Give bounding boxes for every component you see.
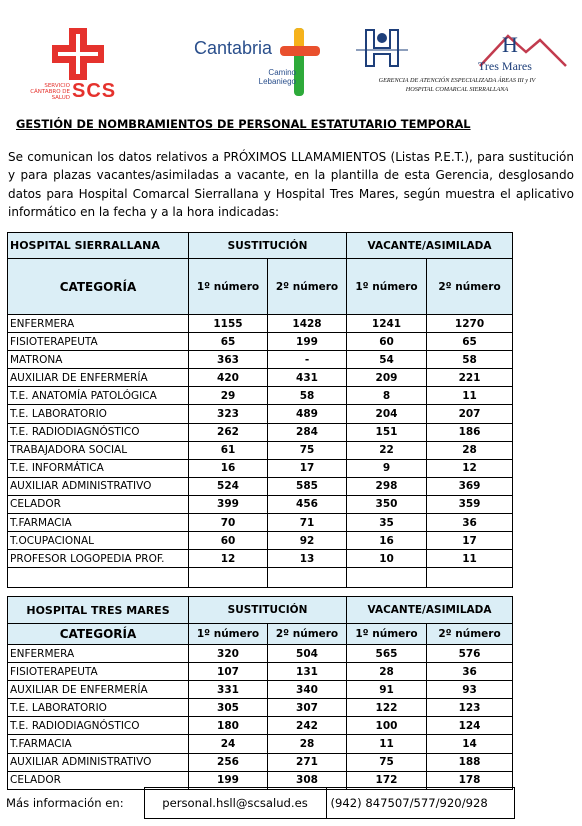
sustitucion-2-cell: 28 — [268, 735, 347, 753]
sustitucion-1-cell: 363 — [189, 351, 268, 369]
tres-mares-logo-text: Tres Mares — [478, 59, 532, 73]
sustitucion-2-cell: 308 — [268, 771, 347, 789]
table-row — [8, 663, 513, 681]
sierrallana-table — [7, 232, 513, 588]
gerencia-logo — [342, 26, 572, 104]
vacante-2-cell: 369 — [427, 477, 513, 495]
sustitucion-2-cell: 75 — [268, 441, 347, 459]
category-cell: T.E. LABORATORIO — [8, 699, 189, 717]
vacante-2-cell: 93 — [427, 681, 513, 699]
vacante-2-cell: 14 — [427, 735, 513, 753]
category-cell: PROFESOR LOGOPEDIA PROF. — [8, 550, 189, 568]
intro-paragraph: Se comunican los datos relativos a PRÓXIMOS LLAMAMIENTOS (Listas P.E.T.), para sustitución y para plazas vacantes/asimiladas a vacante, en la plantilla de esta Gerencia, desglosando datos para Hospital Comarcal Sierrallana y Hospital Tres Mares, según muestra el aplicativo informático en la fecha y a la hora indicadas: — [8, 150, 574, 220]
contact-info — [2, 787, 515, 819]
vacante-1-cell: 1241 — [347, 315, 427, 333]
sustitucion-2-cell: 13 — [268, 550, 347, 568]
category-cell: CELADOR — [8, 495, 189, 513]
vacante-1-cell: 28 — [347, 663, 427, 681]
table-row — [8, 699, 513, 717]
category-cell: ENFERMERA — [8, 645, 189, 663]
col-v2-header: 2º número — [427, 259, 513, 315]
contact-phone: (942) 847507/577/920/928 — [326, 788, 514, 819]
vacante-1-cell: 75 — [347, 753, 427, 771]
vacante-2-cell: 207 — [427, 405, 513, 423]
vacante-2-cell: 186 — [427, 423, 513, 441]
categoria-header: CATEGORÍA — [8, 259, 189, 315]
vacante-header: VACANTE/ASIMILADA — [347, 233, 513, 259]
tresmares-title-row — [8, 597, 513, 624]
vacante-1-cell: 60 — [347, 333, 427, 351]
sustitucion-1-cell: 524 — [189, 477, 268, 495]
vacante-2-cell: 359 — [427, 495, 513, 513]
vacante-2-cell: 36 — [427, 514, 513, 532]
category-cell: T.E. ANATOMÍA PATOLÓGICA — [8, 387, 189, 405]
vacante-2-cell: 1270 — [427, 315, 513, 333]
category-cell: T.FARMACIA — [8, 735, 189, 753]
sustitucion-1-cell: 70 — [189, 514, 268, 532]
contact-email[interactable]: personal.hsll@scsalud.es — [144, 788, 326, 819]
sustitucion-1-cell: 399 — [189, 495, 268, 513]
vacante-2-cell: 36 — [427, 663, 513, 681]
vacante-1-cell: 204 — [347, 405, 427, 423]
sustitucion-1-cell: 420 — [189, 369, 268, 387]
vacante-2-cell: 17 — [427, 532, 513, 550]
sustitucion-1-cell: 60 — [189, 532, 268, 550]
sustitucion-2-cell: 307 — [268, 699, 347, 717]
sustitucion-2-cell: 131 — [268, 663, 347, 681]
category-cell: AUXILIAR ADMINISTRATIVO — [8, 477, 189, 495]
table-row — [8, 550, 513, 568]
table-row — [8, 753, 513, 771]
vacante-1-cell: 35 — [347, 514, 427, 532]
table-row — [8, 369, 513, 387]
sustitucion-2-cell: - — [268, 351, 347, 369]
sustitucion-2-cell: 17 — [268, 459, 347, 477]
sustitucion-1-cell: 61 — [189, 441, 268, 459]
category-cell: T.E. RADIODIAGNÓSTICO — [8, 717, 189, 735]
cantabria-logo-text: Cantabria — [194, 38, 273, 58]
category-cell: ENFERMERA — [8, 315, 189, 333]
vacante-1-cell: 350 — [347, 495, 427, 513]
vacante-2-cell: 58 — [427, 351, 513, 369]
sustitucion-2-cell: 1428 — [268, 315, 347, 333]
sustitucion-1-cell: 323 — [189, 405, 268, 423]
scs-cross-icon — [52, 28, 104, 80]
scs-logo-big-text: SCS — [72, 80, 117, 102]
svg-text:H: H — [502, 32, 518, 57]
sustitucion-2-cell: 271 — [268, 753, 347, 771]
cantabria-logo — [194, 28, 324, 104]
vacante-1-cell: 54 — [347, 351, 427, 369]
vacante-1-cell: 151 — [347, 423, 427, 441]
gerencia-line-2: HOSPITAL COMARCAL SIERRALLANA — [405, 86, 509, 93]
sustitucion-2-cell: 340 — [268, 681, 347, 699]
table-row — [8, 532, 513, 550]
sustitucion-header: SUSTITUCIÓN — [189, 233, 347, 259]
sustitucion-1-cell: 320 — [189, 645, 268, 663]
category-cell: T.OCUPACIONAL — [8, 532, 189, 550]
table-row — [8, 441, 513, 459]
hospital-name: HOSPITAL SIERRALLANA — [8, 233, 189, 259]
header-logos — [0, 22, 582, 104]
sustitucion-1-cell: 107 — [189, 663, 268, 681]
sustitucion-2-cell: 456 — [268, 495, 347, 513]
sustitucion-2-cell: 504 — [268, 645, 347, 663]
table-row — [8, 495, 513, 513]
vacante-2-cell: 11 — [427, 387, 513, 405]
gerencia-logo-text — [342, 76, 572, 94]
vacante-1-cell: 209 — [347, 369, 427, 387]
sustitucion-2-cell: 284 — [268, 423, 347, 441]
vacante-2-cell: 123 — [427, 699, 513, 717]
tresmares-table — [7, 596, 513, 790]
table-row — [8, 681, 513, 699]
sustitucion-1-cell: 262 — [189, 423, 268, 441]
vacante-header: VACANTE/ASIMILADA — [347, 597, 513, 624]
col-s1-header: 1º número — [189, 259, 268, 315]
col-s2-header: 2º número — [268, 259, 347, 315]
sustitucion-1-cell: 331 — [189, 681, 268, 699]
sustitucion-1-cell: 180 — [189, 717, 268, 735]
sustitucion-header: SUSTITUCIÓN — [189, 597, 347, 624]
category-cell: T.E. RADIODIAGNÓSTICO — [8, 423, 189, 441]
vacante-2-cell: 576 — [427, 645, 513, 663]
table-row — [8, 735, 513, 753]
categoria-header: CATEGORÍA — [8, 624, 189, 645]
vacante-1-cell: 565 — [347, 645, 427, 663]
vacante-2-cell: 65 — [427, 333, 513, 351]
vacante-1-cell: 22 — [347, 441, 427, 459]
sustitucion-2-cell: 431 — [268, 369, 347, 387]
sustitucion-2-cell: 242 — [268, 717, 347, 735]
contact-label: Más información en: — [2, 788, 144, 819]
category-cell: TRABAJADORA SOCIAL — [8, 441, 189, 459]
col-v1-header: 1º número — [347, 259, 427, 315]
category-cell: AUXILIAR ADMINISTRATIVO — [8, 753, 189, 771]
vacante-1-cell: 91 — [347, 681, 427, 699]
vacante-2-cell: 188 — [427, 753, 513, 771]
vacante-2-cell: 221 — [427, 369, 513, 387]
table-row — [8, 459, 513, 477]
document-title: GESTIÓN DE NOMBRAMIENTOS DE PERSONAL ESTATUTARIO TEMPORAL — [16, 117, 471, 131]
vacante-1-cell: 122 — [347, 699, 427, 717]
table-row — [8, 423, 513, 441]
table-row — [8, 333, 513, 351]
scs-logo — [14, 28, 132, 102]
sustitucion-2-cell: 92 — [268, 532, 347, 550]
tresmares-columns-row — [8, 624, 513, 645]
vacante-1-cell: 9 — [347, 459, 427, 477]
vacante-1-cell: 11 — [347, 735, 427, 753]
table-row — [8, 315, 513, 333]
sustitucion-1-cell: 65 — [189, 333, 268, 351]
sierrallana-columns-row — [8, 259, 513, 315]
sustitucion-1-cell: 24 — [189, 735, 268, 753]
sustitucion-2-cell: 71 — [268, 514, 347, 532]
category-cell: AUXILIAR DE ENFERMERÍA — [8, 681, 189, 699]
category-cell: FISIOTERAPEUTA — [8, 663, 189, 681]
table-blank-row — [8, 568, 513, 588]
category-cell: MATRONA — [8, 351, 189, 369]
sustitucion-1-cell: 256 — [189, 753, 268, 771]
sustitucion-2-cell: 585 — [268, 477, 347, 495]
col-s1-header: 1º número — [189, 624, 268, 645]
vacante-1-cell: 100 — [347, 717, 427, 735]
hospital-emblem-icon — [356, 26, 408, 70]
cantabria-logo-subtext: Camino Lebaniego — [258, 68, 296, 86]
gerencia-line-1: GERENCIA DE ATENCIÓN ESPECIALIZADA ÁREAS III y IV — [378, 77, 536, 84]
hospital-name: HOSPITAL TRES MARES — [8, 597, 189, 624]
vacante-1-cell: 172 — [347, 771, 427, 789]
category-cell: CELADOR — [8, 771, 189, 789]
col-v2-header: 2º número — [427, 624, 513, 645]
sustitucion-1-cell: 305 — [189, 699, 268, 717]
vacante-1-cell: 10 — [347, 550, 427, 568]
vacante-1-cell: 8 — [347, 387, 427, 405]
sierrallana-title-row — [8, 233, 513, 259]
table-row — [8, 645, 513, 663]
sustitucion-2-cell: 199 — [268, 333, 347, 351]
vacante-2-cell: 178 — [427, 771, 513, 789]
vacante-2-cell: 12 — [427, 459, 513, 477]
col-v1-header: 1º número — [347, 624, 427, 645]
sustitucion-2-cell: 489 — [268, 405, 347, 423]
sustitucion-1-cell: 16 — [189, 459, 268, 477]
vacante-2-cell: 11 — [427, 550, 513, 568]
sustitucion-1-cell: 29 — [189, 387, 268, 405]
vacante-2-cell: 28 — [427, 441, 513, 459]
sustitucion-1-cell: 1155 — [189, 315, 268, 333]
table-row — [8, 477, 513, 495]
category-cell: T.E. LABORATORIO — [8, 405, 189, 423]
table-row — [8, 717, 513, 735]
scs-logo-small-text: SERVICIO CÁNTABRO DE SALUD — [30, 83, 70, 101]
col-s2-header: 2º número — [268, 624, 347, 645]
sustitucion-2-cell: 58 — [268, 387, 347, 405]
sustitucion-1-cell: 199 — [189, 771, 268, 789]
vacante-1-cell: 298 — [347, 477, 427, 495]
category-cell: FISIOTERAPEUTA — [8, 333, 189, 351]
table-row — [8, 405, 513, 423]
table-row — [8, 351, 513, 369]
table-row — [8, 514, 513, 532]
category-cell: AUXILIAR DE ENFERMERÍA — [8, 369, 189, 387]
vacante-2-cell: 124 — [427, 717, 513, 735]
table-row — [8, 387, 513, 405]
category-cell: T.FARMACIA — [8, 514, 189, 532]
tres-mares-logo — [474, 26, 570, 74]
category-cell: T.E. INFORMÁTICA — [8, 459, 189, 477]
sustitucion-1-cell: 12 — [189, 550, 268, 568]
vacante-1-cell: 16 — [347, 532, 427, 550]
